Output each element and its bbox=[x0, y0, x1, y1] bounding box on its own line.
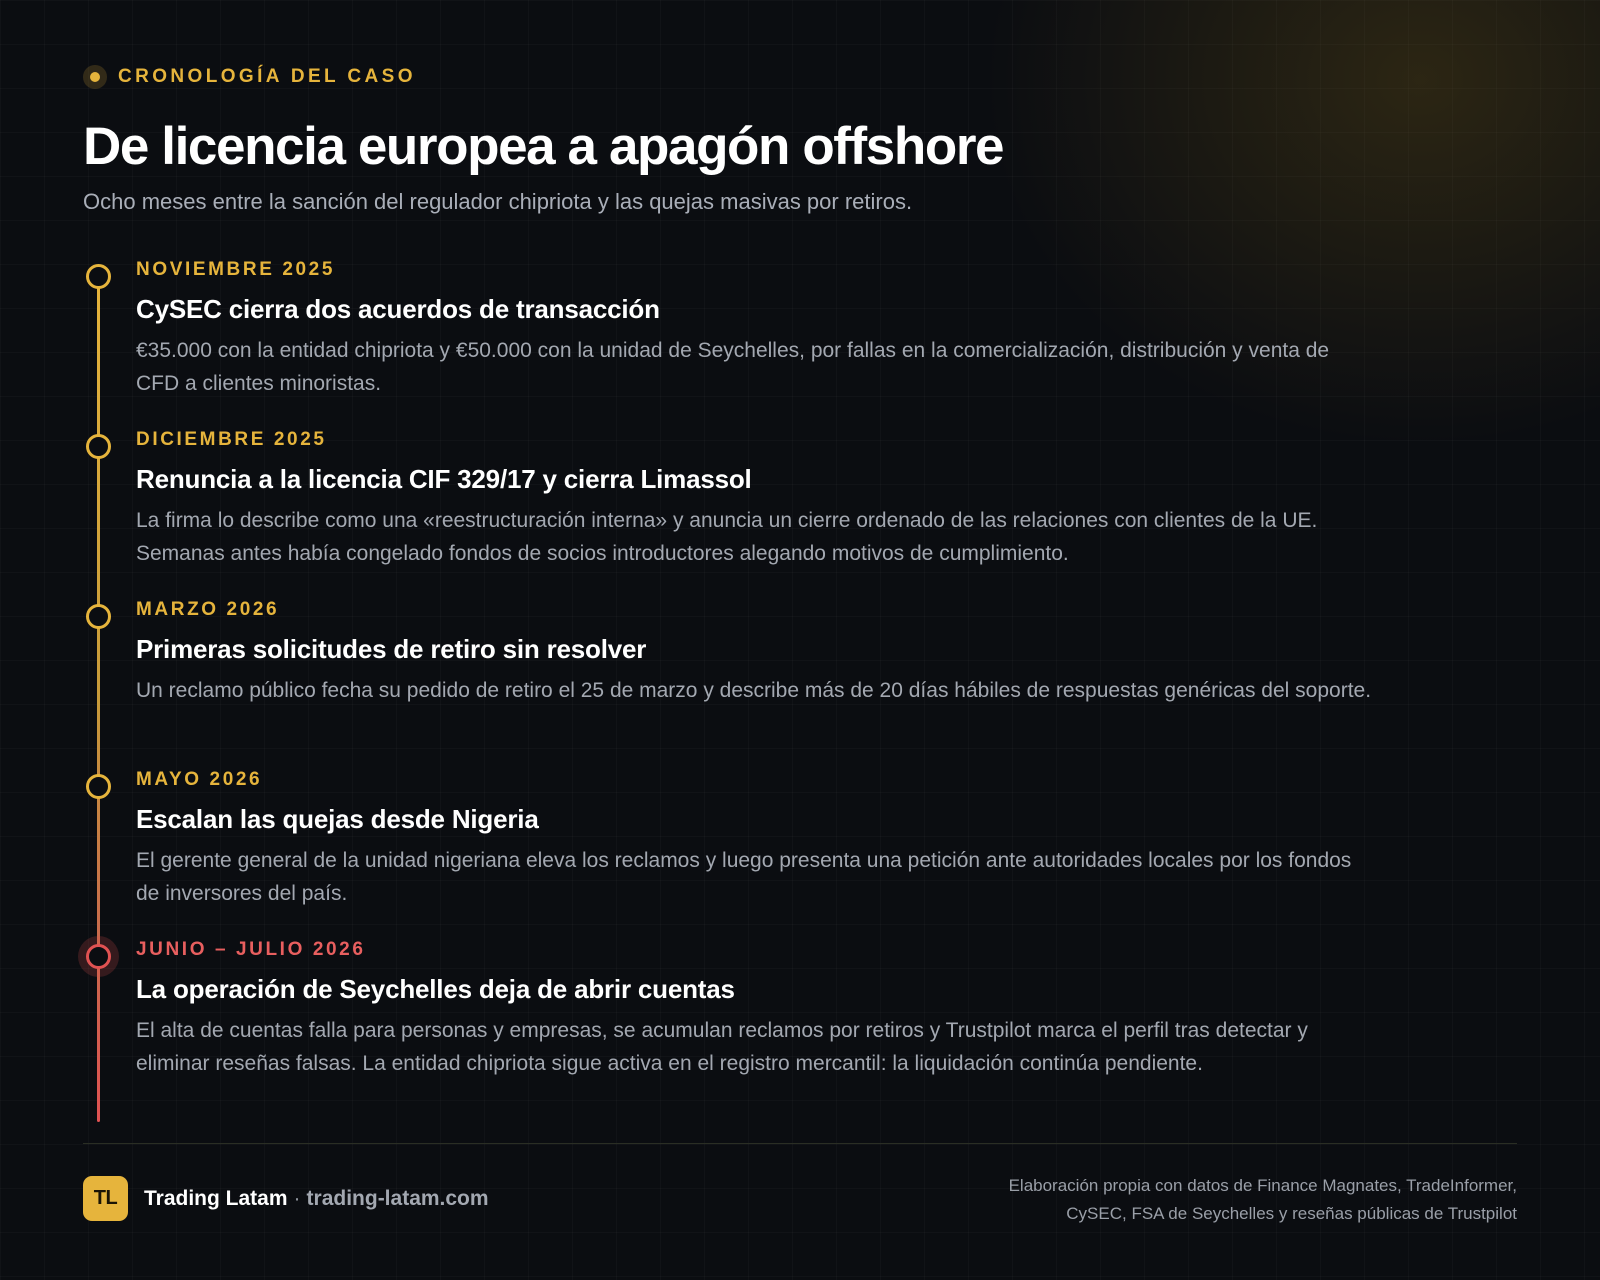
event-title: La operación de Seychelles deja de abrir cuentas bbox=[136, 974, 735, 1004]
event-description: El gerente general de la unidad nigeriana eleva los reclamos y luego presenta una petición ante autoridades locales por los fondos de inversores del país. bbox=[136, 849, 1352, 905]
timeline-marker-icon bbox=[86, 264, 111, 289]
event-date: MARZO 2026 bbox=[136, 599, 280, 620]
event-date: JUNIO – JULIO 2026 bbox=[136, 939, 366, 960]
timeline-line bbox=[97, 280, 100, 1122]
event-title: Renuncia a la licencia CIF 329/17 y cierra Limassol bbox=[136, 464, 752, 494]
event-description: €35.000 con la entidad chipriota y €50.000 con la unidad de Seychelles, por fallas en la comercialización, distribución y venta de CFD a clientes minoristas. bbox=[136, 339, 1330, 395]
credits-line: Elaboración propia con datos de Finance Magnates, TradeInformer, bbox=[1008, 1176, 1517, 1195]
kicker-text: CRONOLOGÍA DEL CASO bbox=[118, 66, 416, 87]
timeline-marker-icon bbox=[86, 434, 111, 459]
brand-name: Trading Latam bbox=[144, 1186, 288, 1210]
timeline-marker-icon bbox=[86, 774, 111, 799]
section-kicker bbox=[83, 66, 416, 88]
source-credits bbox=[1009, 1172, 1517, 1228]
credits-line: CySEC, FSA de Seychelles y reseñas públicas de Trustpilot bbox=[1066, 1204, 1517, 1223]
page-title: De licencia europea a apagón offshore bbox=[83, 117, 1004, 176]
bullet-dot-icon bbox=[90, 72, 100, 82]
event-date: MAYO 2026 bbox=[136, 769, 263, 790]
brand-separator: · bbox=[293, 1186, 301, 1210]
event-date: NOVIEMBRE 2025 bbox=[136, 259, 336, 280]
brand-logo: TL bbox=[83, 1176, 128, 1221]
event-title: CySEC cierra dos acuerdos de transacción bbox=[136, 294, 660, 324]
brand-url-link[interactable]: trading-latam.com bbox=[306, 1186, 489, 1210]
event-description: Un reclamo público fecha su pedido de retiro el 25 de marzo y describe más de 20 días hábiles de respuestas genéricas del soporte. bbox=[136, 679, 1372, 702]
footer-brand bbox=[83, 1176, 489, 1221]
event-description: La firma lo describe como una «reestructuración interna» y anuncia un cierre ordenado de las relaciones con clientes de la UE. Semanas antes había congelado fondos de socios introductores alegando motivos de cumplimiento. bbox=[136, 509, 1318, 565]
timeline-alert-marker-icon bbox=[86, 944, 111, 969]
infographic bbox=[83, 0, 1517, 1280]
event-date: DICIEMBRE 2025 bbox=[136, 429, 327, 450]
event-title: Primeras solicitudes de retiro sin resolver bbox=[136, 634, 647, 664]
timeline-marker-icon bbox=[86, 604, 111, 629]
page-subtitle: Ocho meses entre la sanción del regulador chipriota y las quejas masivas por retiros. bbox=[83, 189, 913, 214]
timeline bbox=[83, 258, 1517, 1128]
event-title: Escalan las quejas desde Nigeria bbox=[136, 804, 539, 834]
event-description: El alta de cuentas falla para personas y empresas, se acumulan reclamos por retiros y Trustpilot marca el perfil tras detectar y eliminar reseñas falsas. La entidad chipriota sigue activa en el registro mercantil: la liquidación continúa pendiente. bbox=[136, 1019, 1308, 1075]
footer-divider bbox=[83, 1143, 1517, 1144]
